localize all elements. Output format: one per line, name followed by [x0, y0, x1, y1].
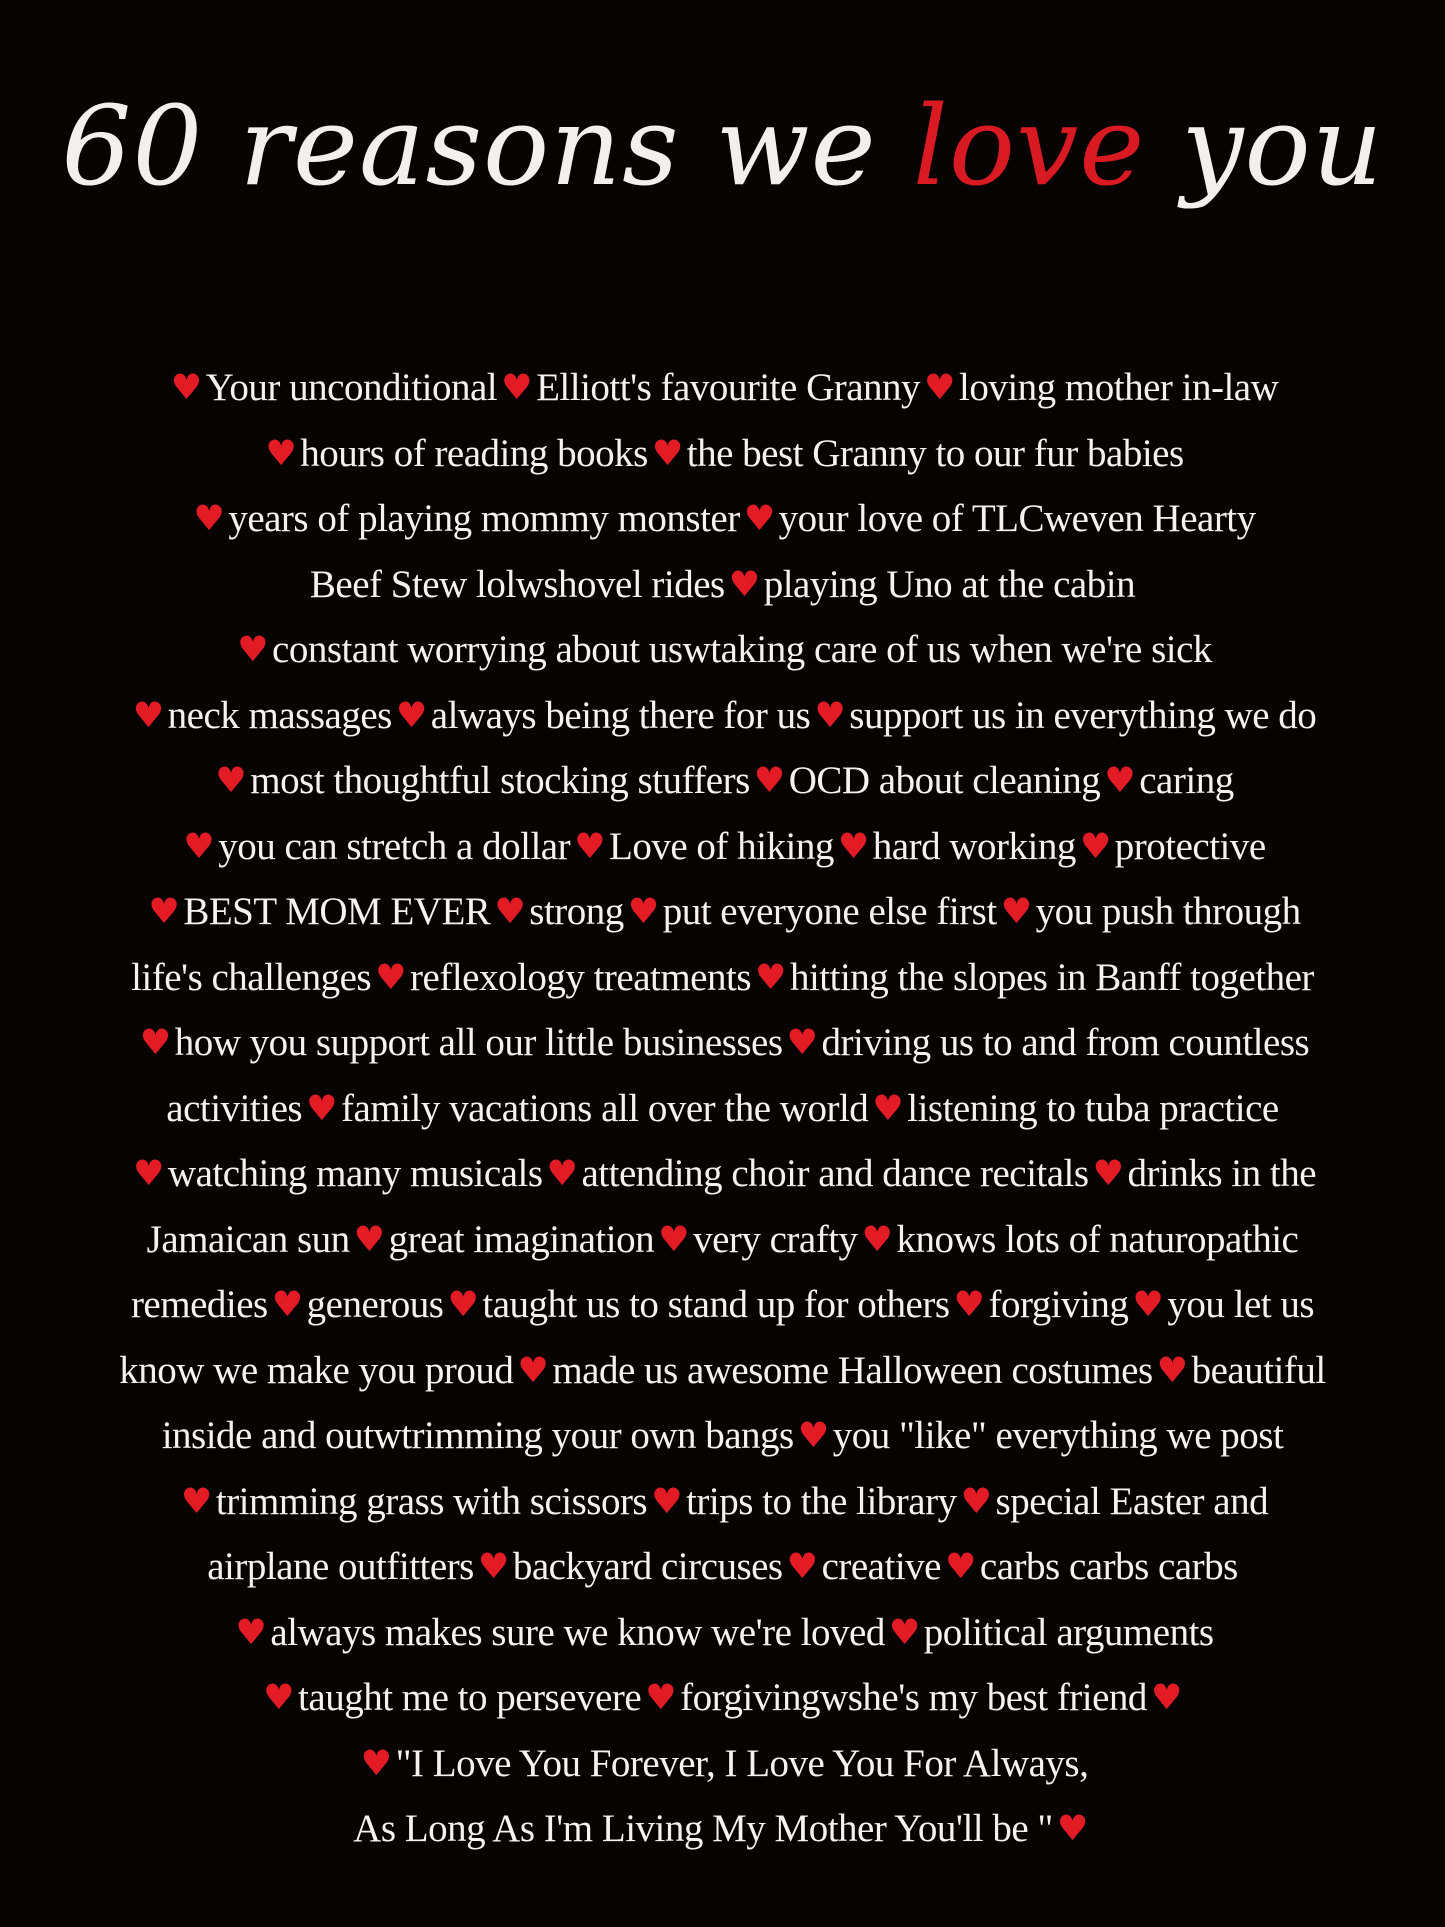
heart-icon: ♥ — [786, 1022, 818, 1063]
reason-text: OCD about cleaning — [788, 759, 1101, 802]
reason-line — [33, 1404, 1413, 1470]
heart-icon: ♥ — [953, 1284, 985, 1325]
heart-icon: ♥ — [944, 1546, 976, 1587]
heart-icon: ♥ — [797, 1415, 829, 1456]
reason-line — [33, 1273, 1413, 1339]
reason-text: family vacations all over the world — [341, 1086, 869, 1130]
reason-text: knows lots of naturopathic — [896, 1217, 1299, 1261]
reason-text: taught me to persevere — [298, 1676, 642, 1719]
reason-line — [33, 815, 1413, 881]
reason-text: your love of TLCweven Hearty — [778, 497, 1256, 540]
heart-icon: ♥ — [1104, 760, 1136, 801]
title-segment: 60 reasons we — [61, 82, 913, 210]
heart-icon: ♥ — [546, 1153, 578, 1194]
heart-icon: ♥ — [265, 432, 297, 474]
heart-icon: ♥ — [180, 1480, 212, 1522]
reason-text: know we make you proud — [119, 1348, 514, 1392]
reason-text: years of playing mommy monster — [228, 497, 740, 540]
reason-text: beautiful — [1191, 1348, 1326, 1392]
reason-text: trimming grass with scissors — [215, 1479, 648, 1523]
heart-icon: ♥ — [755, 956, 786, 998]
reason-text: forgiving — [988, 1283, 1129, 1326]
title-segment: love — [912, 82, 1146, 210]
heart-icon: ♥ — [651, 1480, 683, 1522]
heart-icon: ♥ — [271, 1284, 303, 1325]
heart-icon: ♥ — [517, 1349, 549, 1391]
heart-icon: ♥ — [235, 1611, 267, 1653]
heart-icon: ♥ — [193, 498, 225, 539]
reason-text: support us in everything we do — [849, 693, 1317, 737]
reason-text: creative — [821, 1545, 941, 1588]
heart-icon: ♥ — [924, 367, 955, 408]
reason-line — [33, 1732, 1413, 1798]
reason-text: constant worrying about uswtaking care of us when we're sick — [272, 628, 1212, 671]
reason-text: forgivingwshe's my best friend — [680, 1676, 1147, 1719]
reason-text: you can stretch a dollar — [218, 824, 571, 868]
heart-icon: ♥ — [837, 825, 869, 867]
heart-icon: ♥ — [960, 1480, 992, 1522]
reason-text: Love of hiking — [609, 824, 834, 868]
reason-text: you "like" everything we post — [832, 1414, 1284, 1457]
reason-text: Your unconditional — [205, 366, 498, 409]
reason-line — [33, 1535, 1413, 1601]
reason-line — [33, 1077, 1413, 1143]
reason-line — [33, 422, 1413, 488]
reason-text: life's challenges — [131, 955, 372, 999]
heart-icon: ♥ — [306, 1087, 338, 1129]
heart-icon: ♥ — [375, 956, 407, 998]
reason-text: hard working — [872, 824, 1076, 868]
reason-text: caring — [1139, 759, 1234, 802]
reason-text: taught us to stand up for others — [482, 1283, 950, 1326]
reason-line — [33, 1011, 1413, 1077]
reason-line — [33, 1666, 1413, 1732]
reason-text: "I Love You Forever, I Love You For Always, — [395, 1741, 1089, 1785]
heart-icon: ♥ — [574, 825, 606, 867]
reason-line — [33, 684, 1413, 750]
heart-icon: ♥ — [263, 1677, 295, 1718]
reason-text: airplane outfitters — [207, 1545, 474, 1588]
reason-text: you let us — [1167, 1283, 1315, 1326]
heart-icon: ♥ — [447, 1284, 479, 1325]
reason-text: loving mother in-law — [958, 366, 1279, 409]
reason-line — [33, 880, 1413, 946]
heart-icon: ♥ — [395, 694, 427, 736]
reason-text: driving us to and from countless — [821, 1021, 1310, 1064]
reason-line — [33, 553, 1413, 619]
reason-text: special Easter and — [995, 1479, 1269, 1523]
reason-line — [33, 946, 1413, 1012]
reason-text: neck massages — [167, 693, 392, 737]
heart-icon: ♥ — [861, 1218, 893, 1260]
heart-icon: ♥ — [1156, 1349, 1188, 1391]
reason-text: most thoughtful stocking stuffers — [250, 759, 750, 802]
reason-text: activities — [166, 1086, 303, 1130]
reason-line — [33, 1208, 1413, 1274]
reason-line — [33, 1797, 1413, 1863]
heart-icon: ♥ — [658, 1218, 690, 1260]
reason-text: listening to tuba practice — [907, 1086, 1279, 1130]
reason-line — [33, 356, 1413, 422]
reason-line — [33, 749, 1413, 815]
reasons-list — [33, 356, 1413, 1863]
reason-text: hours of reading books — [300, 431, 648, 475]
heart-icon: ♥ — [183, 825, 215, 867]
heart-icon: ♥ — [494, 891, 526, 932]
heart-icon: ♥ — [728, 563, 760, 605]
heart-icon: ♥ — [501, 367, 533, 408]
reason-text: drinks in the — [1127, 1152, 1317, 1195]
reason-text: hitting the slopes in Banff together — [789, 955, 1314, 999]
reason-text: Jamaican sun — [146, 1217, 350, 1261]
reason-line — [33, 487, 1413, 553]
poster-title — [0, 78, 1445, 216]
reason-text: protective — [1114, 824, 1266, 868]
reason-text: made us awesome Halloween costumes — [552, 1348, 1153, 1392]
reason-text: Beef Stew lolwshovel rides — [309, 562, 725, 606]
heart-icon: ♥ — [1150, 1677, 1182, 1718]
reason-text: attending choir and dance recitals — [581, 1152, 1089, 1195]
heart-icon: ♥ — [645, 1677, 677, 1718]
reason-text: strong — [529, 890, 624, 933]
reason-text: inside and outwtrimming your own bangs — [161, 1414, 794, 1457]
heart-icon: ♥ — [215, 760, 247, 801]
heart-icon: ♥ — [353, 1218, 385, 1260]
reason-text: always being there for us — [430, 693, 811, 737]
heart-icon: ♥ — [139, 1022, 171, 1063]
reason-text: Elliott's favourite Granny — [536, 366, 921, 409]
reason-line — [33, 1339, 1413, 1405]
heart-icon: ♥ — [1092, 1153, 1124, 1194]
reason-line — [33, 1142, 1413, 1208]
reason-text: generous — [306, 1283, 444, 1326]
heart-icon: ♥ — [132, 1153, 164, 1194]
reason-line — [33, 1470, 1413, 1536]
reason-text: reflexology treatments — [410, 955, 751, 999]
heart-icon: ♥ — [237, 629, 269, 670]
reason-text: great imagination — [388, 1217, 655, 1261]
heart-icon: ♥ — [814, 694, 846, 736]
reason-text: backyard circuses — [512, 1545, 783, 1588]
reason-text: remedies — [130, 1283, 268, 1326]
reason-text: you push through — [1035, 890, 1301, 933]
heart-icon: ♥ — [743, 498, 775, 539]
reason-text: playing Uno at the cabin — [763, 562, 1136, 606]
heart-icon: ♥ — [1132, 1284, 1164, 1325]
reason-text: very crafty — [693, 1217, 858, 1261]
reason-text: watching many musicals — [167, 1152, 543, 1195]
title-segment: you — [1145, 82, 1384, 210]
heart-icon: ♥ — [888, 1611, 920, 1653]
reason-text: trips to the library — [686, 1479, 957, 1523]
reason-text: BEST MOM EVER — [183, 890, 491, 933]
heart-icon: ♥ — [148, 891, 180, 932]
reason-text: always makes sure we know we're loved — [270, 1610, 885, 1654]
reason-text: As Long As I'm Living My Mother You'll be " — [353, 1807, 1053, 1850]
reason-text: political arguments — [923, 1610, 1214, 1654]
heart-icon: ♥ — [872, 1087, 904, 1129]
heart-icon: ♥ — [1079, 825, 1111, 867]
heart-icon: ♥ — [627, 891, 659, 932]
heart-icon: ♥ — [753, 760, 785, 801]
reason-line — [33, 1601, 1413, 1667]
heart-icon: ♥ — [170, 367, 202, 408]
heart-icon: ♥ — [477, 1546, 509, 1587]
reason-line — [33, 618, 1413, 684]
heart-icon: ♥ — [786, 1546, 818, 1587]
reason-text: put everyone else first — [662, 890, 997, 933]
reason-text: the best Granny to our fur babies — [686, 431, 1184, 475]
reason-text: how you support all our little businesses — [174, 1021, 783, 1064]
heart-icon: ♥ — [360, 1742, 392, 1784]
heart-icon: ♥ — [1056, 1808, 1088, 1849]
heart-icon: ♥ — [651, 432, 683, 474]
heart-icon: ♥ — [132, 694, 164, 736]
reason-text: carbs carbs carbs — [979, 1545, 1238, 1588]
heart-icon: ♥ — [1000, 891, 1032, 932]
